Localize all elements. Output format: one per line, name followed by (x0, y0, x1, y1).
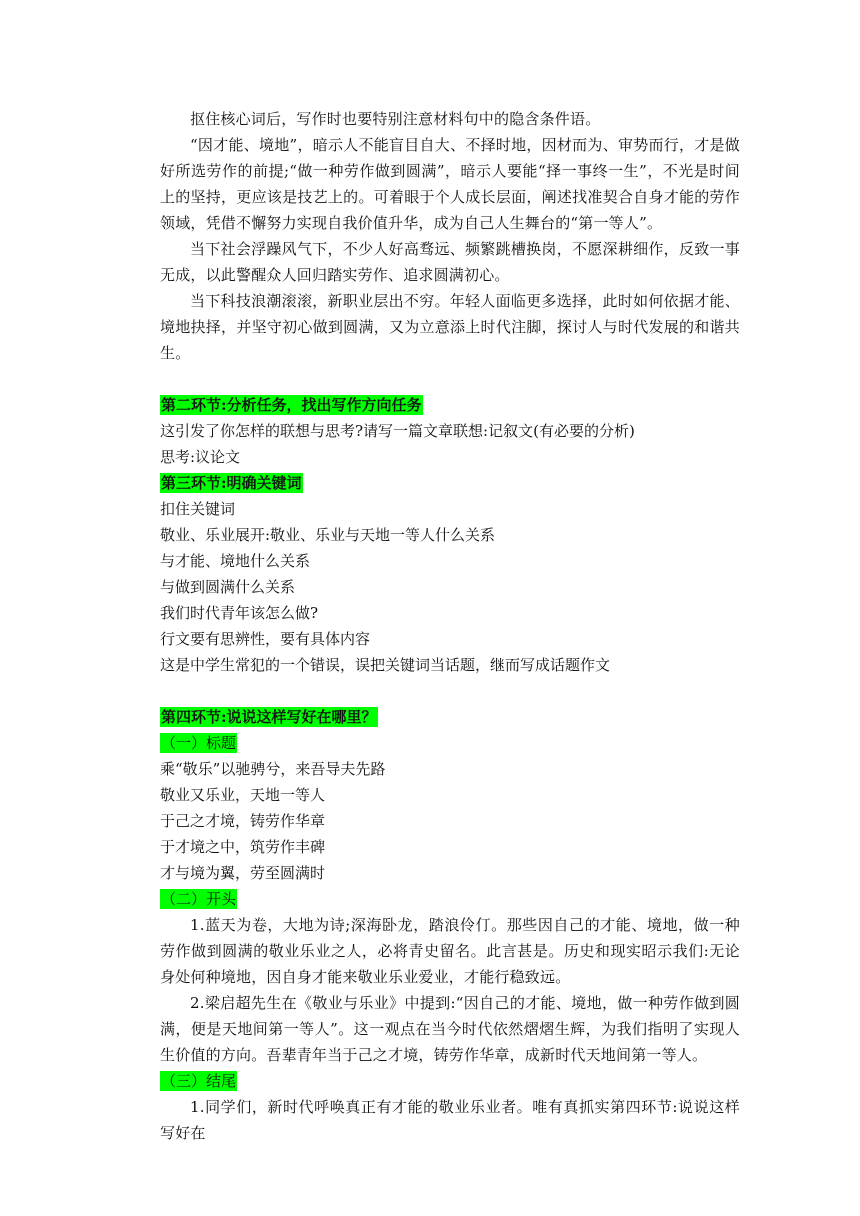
opening-paragraph: 1.蓝天为卷，大地为诗;深海卧龙，踏浪伶仃。那些因自己的才能、境地，做一种劳作做到圆满的敬业乐业之人，必将青史留名。此言甚是。历史和现实昭示我们:无论身处何种境地，因自身才能来敬业乐业爱业，才能行稳致远。 (160, 916, 740, 986)
section2-heading (160, 392, 740, 418)
section3-line: 敬业、乐业展开:敬业、乐业与天地一等人什么关系 (160, 526, 496, 544)
title-subheading (160, 730, 740, 756)
ending-subheading-text: （三）结尾 (161, 1072, 237, 1090)
ending-subheading (160, 1068, 740, 1094)
spacer (160, 366, 740, 392)
section3-line: 这是中学生常犯的一个错误，误把关键词当话题，继而写成话题作文 (160, 656, 611, 674)
section3-line: 扣住关键词 (160, 500, 236, 518)
section3-line: 我们时代青年该怎么做? (160, 604, 319, 622)
intro-paragraph: “因才能、境地”，暗示人不能盲目自大、不择时地，因材而为、审势而行，才是做好所选劳作的前提;“做一种劳作做到圆满”，暗示人要能“择一事终一生”，不光是时间上的坚持，更应该是技艺上的。可着眼于个人成长层面，阐述找准契合自身才能的劳作领域，凭借不懈努力实现自我价值升华，成为自己人生舞台的“第一等人”。 (160, 136, 740, 232)
section4-heading-text: 第四环节:说说这样写好在哪里？ (161, 708, 377, 726)
section3-heading-text: 第三环节:明确关键词 (161, 474, 302, 492)
document-body (160, 106, 740, 1146)
section4-heading (160, 704, 740, 730)
section2-heading-text: 第二环节:分析任务，找出写作方向任务 (161, 396, 422, 414)
title-example: 敬业又乐业，天地一等人 (160, 786, 326, 804)
title-example: 于己之才境，铸劳作华章 (160, 812, 326, 830)
opening-subheading (160, 886, 740, 912)
title-subheading-text: （一）标题 (161, 734, 237, 752)
ending-paragraph: 1.同学们，新时代呼唤真正有才能的敬业乐业者。唯有真抓实第四环节:说说这样写好在 (160, 1098, 740, 1142)
section3-line: 与做到圆满什么关系 (160, 578, 296, 596)
spacer (160, 678, 740, 704)
section2-line: 思考:议论文 (160, 448, 241, 466)
title-example: 乘“敬乐”以驰骋兮，来吾导夫先路 (160, 760, 386, 778)
section3-heading (160, 470, 740, 496)
title-example: 于才境之中，筑劳作丰碑 (160, 838, 326, 856)
intro-paragraph: 抠住核心词后，写作时也要特别注意材料句中的隐含条件语。 (190, 110, 601, 128)
opening-subheading-text: （二）开头 (161, 890, 237, 908)
intro-paragraph: 当下社会浮躁风气下，不少人好高骛远、频繁跳槽换岗，不愿深耕细作，反致一事无成，以此警醒众人回归踏实劳作、追求圆满初心。 (160, 240, 740, 284)
intro-paragraph: 当下科技浪潮滚滚，新职业层出不穷。年轻人面临更多选择，此时如何依据才能、境地抉择，并坚守初心做到圆满，又为立意添上时代注脚，探讨人与时代发展的和谐共生。 (160, 292, 740, 362)
title-example: 才与境为翼，劳至圆满时 (160, 864, 326, 882)
section3-line: 行文要有思辨性，要有具体内容 (160, 630, 371, 648)
section2-line: 这引发了你怎样的联想与思考?请写一篇文章联想:记叙文(有必要的分析) (160, 422, 635, 440)
opening-paragraph: 2.梁启超先生在《敬业与乐业》中提到:“因自己的才能、境地，做一种劳作做到圆满，便是天地间第一等人”。这一观点在当今时代依然熠熠生辉，为我们指明了实现人生价值的方向。吾辈青年当于己之才境，铸劳作华章，成新时代天地间第一等人。 (160, 994, 740, 1064)
section3-line: 与才能、境地什么关系 (160, 552, 311, 570)
